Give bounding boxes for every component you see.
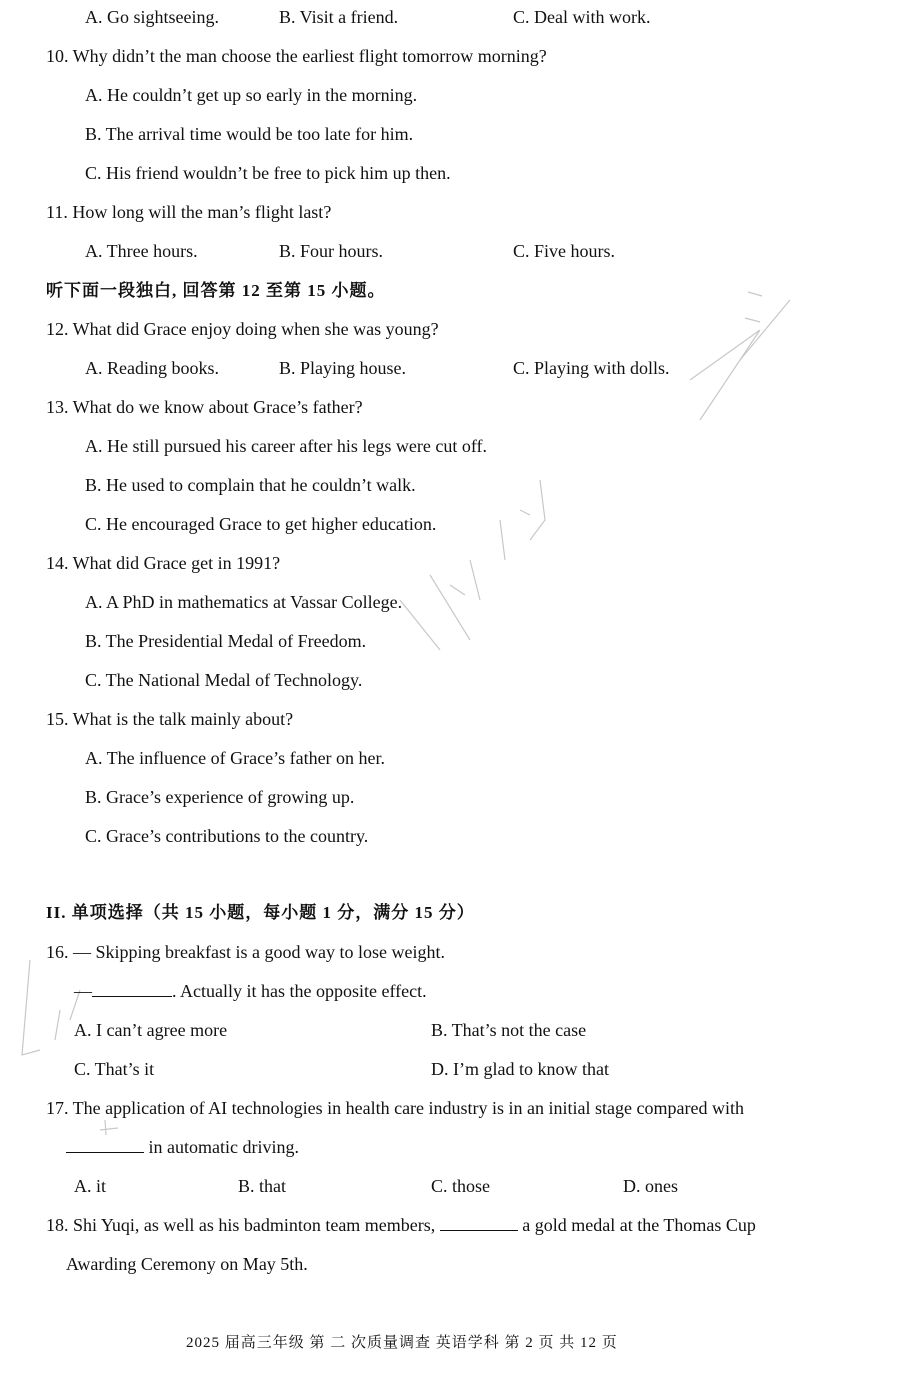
q11-option-a: A. Three hours.	[85, 241, 198, 261]
q17-option-d: D. ones	[623, 1176, 678, 1196]
q16-option-c: C. That’s it	[74, 1059, 155, 1079]
q16-option-a: A. I can’t agree more	[74, 1020, 228, 1040]
q18-stem-after: a gold medal at the Thomas Cup	[517, 1215, 756, 1235]
q17-answer-blank	[66, 1136, 144, 1153]
q10-option-b: B. The arrival time would be too late for him.	[85, 124, 414, 144]
q17-line2-text: in automatic driving.	[144, 1137, 299, 1157]
q15-stem: 15. What is the talk mainly about?	[46, 709, 294, 729]
q12-stem: 12. What did Grace enjoy doing when she was young?	[46, 319, 439, 339]
q9-option-b: B. Visit a friend.	[279, 7, 399, 27]
q16-option-d: D. I’m glad to know that	[431, 1059, 609, 1079]
q14-option-b: B. The Presidential Medal of Freedom.	[85, 631, 367, 651]
part2-heading: II. 单项选择（共 15 小题，每小题 1 分，满分 15 分）	[46, 903, 475, 922]
q15-option-b: B. Grace’s experience of growing up.	[85, 787, 355, 807]
q11-stem: 11. How long will the man’s flight last?	[46, 202, 332, 222]
q17-stem: 17. The application of AI technologies in health care industry is in an initial stage compared with	[46, 1098, 744, 1118]
q10-option-a: A. He couldn’t get up so early in the morning.	[85, 85, 418, 105]
q17-option-b: B. that	[238, 1176, 286, 1196]
q11-option-b: B. Four hours.	[279, 241, 384, 261]
q14-option-c: C. The National Medal of Technology.	[85, 670, 363, 690]
q12-option-b: B. Playing house.	[279, 358, 407, 378]
q9-option-c: C. Deal with work.	[513, 7, 651, 27]
q13-option-a: A. He still pursued his career after his legs were cut off.	[85, 436, 488, 456]
page-footer: 2025 届高三年级 第 二 次质量调查 英语学科 第 2 页 共 12 页	[186, 1335, 618, 1351]
q17-option-c: C. those	[431, 1176, 491, 1196]
q16-option-b: B. That’s not the case	[431, 1020, 587, 1040]
q9-option-a: A. Go sightseeing.	[85, 7, 219, 27]
q12-option-a: A. Reading books.	[85, 358, 219, 378]
q15-option-a: A. The influence of Grace’s father on her.	[85, 748, 386, 768]
q15-option-c: C. Grace’s contributions to the country.	[85, 826, 369, 846]
q10-stem: 10. Why didn’t the man choose the earliest flight tomorrow morning?	[46, 46, 547, 66]
q13-option-b: B. He used to complain that he couldn’t walk.	[85, 475, 416, 495]
q18-stem-before: 18. Shi Yuqi, as well as his badminton team members,	[46, 1215, 440, 1235]
q14-option-a: A. A PhD in mathematics at Vassar College.	[85, 592, 403, 612]
q18-answer-blank	[440, 1214, 518, 1231]
section-instruction: 听下面一段独白, 回答第 12 至第 15 小题。	[46, 281, 386, 300]
q16-stem: 16. — Skipping breakfast is a good way to lose weight.	[46, 942, 445, 962]
q16-reply-text: . Actually it has the opposite effect.	[172, 981, 427, 1001]
q10-option-c: C. His friend wouldn’t be free to pick him up then.	[85, 163, 451, 183]
q16-answer-blank	[92, 980, 172, 997]
q12-option-c: C. Playing with dolls.	[513, 358, 670, 378]
q13-stem: 13. What do we know about Grace’s father?	[46, 397, 363, 417]
q18-line2: Awarding Ceremony on May 5th.	[66, 1254, 308, 1274]
q13-option-c: C. He encouraged Grace to get higher education.	[85, 514, 437, 534]
q11-option-c: C. Five hours.	[513, 241, 616, 261]
q16-reply-dash: —	[74, 981, 92, 1001]
q16-reply	[74, 980, 427, 1002]
q17-option-a: A. it	[74, 1176, 107, 1196]
q14-stem: 14. What did Grace get in 1991?	[46, 553, 281, 573]
q18-stem	[46, 1214, 756, 1236]
q17-line2	[66, 1136, 299, 1158]
